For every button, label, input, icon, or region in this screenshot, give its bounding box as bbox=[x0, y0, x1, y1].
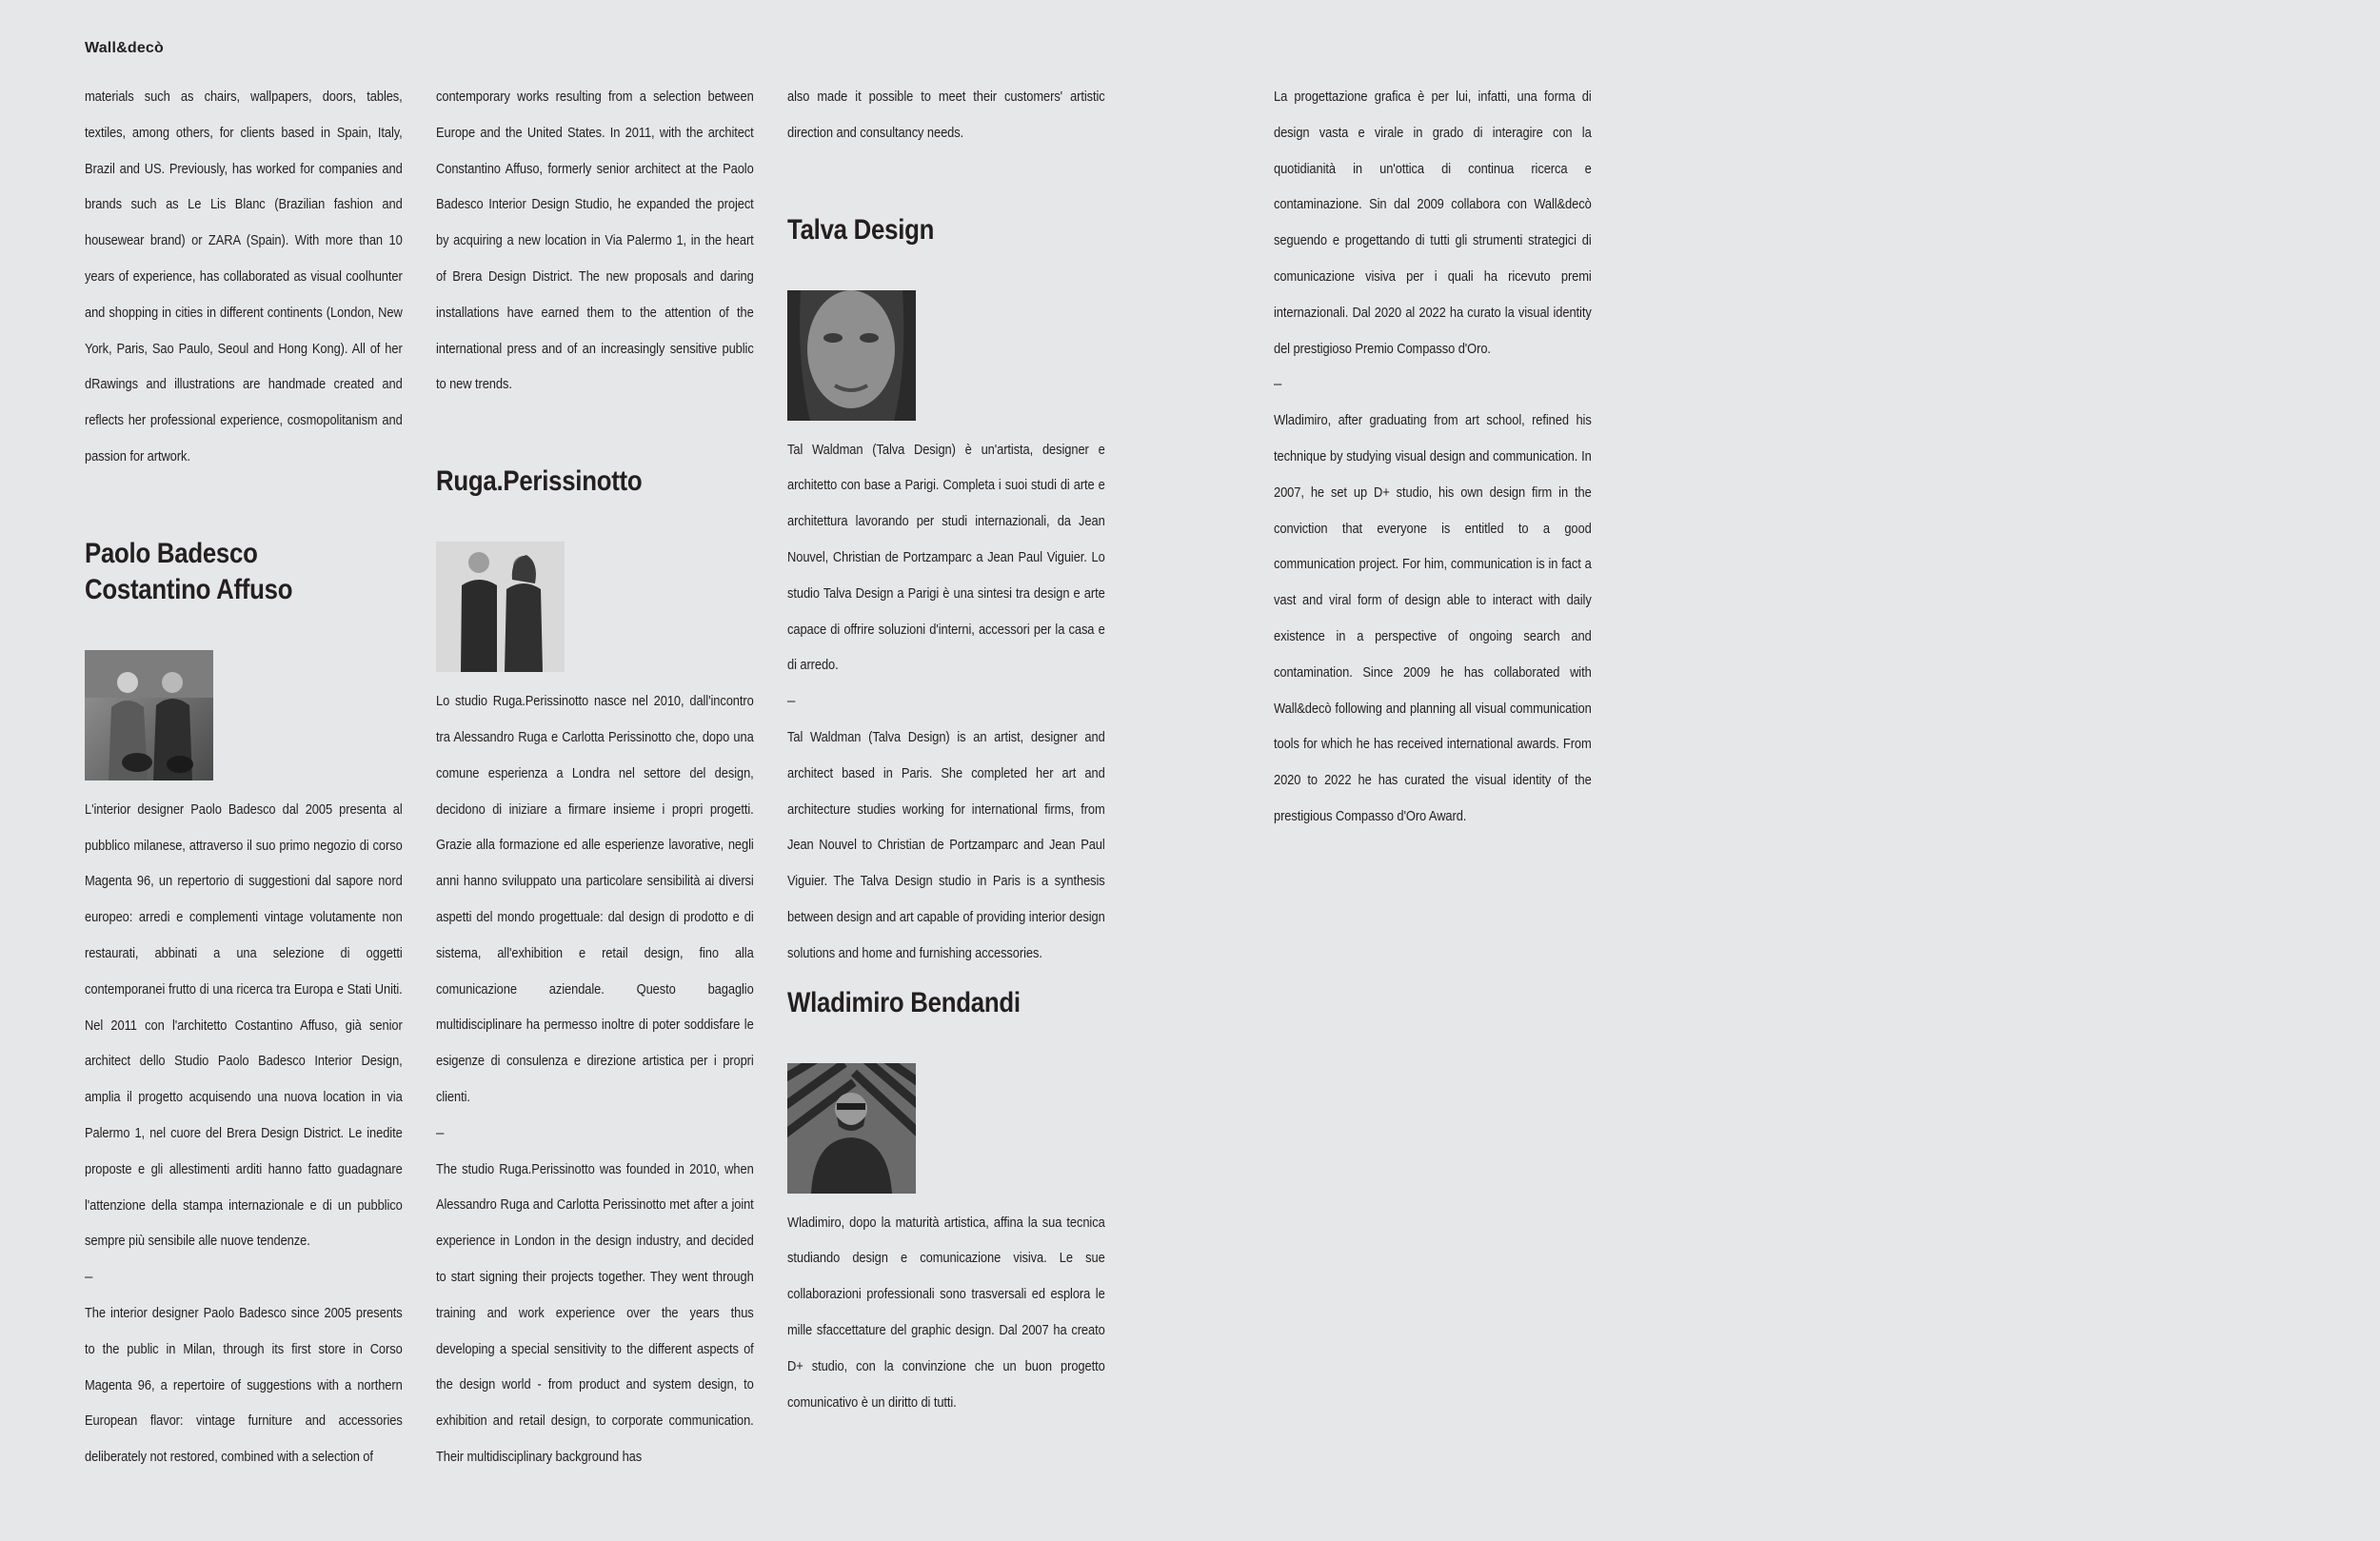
language-separator: – bbox=[787, 693, 796, 710]
section-heading-ruga-perissinotto: Ruga.Perissinotto bbox=[436, 465, 643, 498]
language-separator: – bbox=[436, 1124, 445, 1141]
heading-line: Costantino Affuso bbox=[85, 573, 293, 605]
bio-paragraph-en: Tal Waldman (Talva Design) is an artist, designer and architect based in Paris. She completed her art and architecture studies working for international firms, from Jean Nouvel to Christian de Portzamparc and Jean Paul Viguier. The Talva Design studio in Paris is a synthesis between design and art capable of providing interior design solutions and home and furnishing accessories. bbox=[787, 728, 1105, 961]
bio-paragraph-it: La progettazione grafica è per lui, infatti, una forma di design vasta e virale in grado di interagire con la quotidianità in un'ottica di continua ricerca e contaminazione. Sin dal 2009 collabora con Wall&decò seguendo e progettando di tutti gli strumenti strategici di comunicazione visiva per i quali ha ricevuto premi internazionali. Dal 2020 al 2022 ha curato la visual identity del prestigioso Premio Compasso d'Oro. bbox=[1274, 89, 1592, 357]
heading-line: Paolo Badesco bbox=[85, 537, 258, 569]
portrait-wladimiro-bendandi-photo bbox=[787, 1063, 916, 1194]
column-3 bbox=[787, 79, 1105, 1420]
bio-paragraph-it: L'interior designer Paolo Badesco dal 2005 presenta al pubblico milanese, attraverso il suo primo negozio di corso Magenta 96, un repertorio di suggestioni dal sapore nord europeo: arredi e complementi vintage volutamente non restaurati, abbinati a una selezione di oggetti contemporanei frutto di una ricerca tra Europa e Stati Uniti. Nel 2011 con l'architetto Costantino Affuso, già senior architect dello Studio Paolo Badesco Interior Design, amplia il progetto acquisendo una nuova location in via Palermo 1, nel cuore del Brera Design District. Le inedite proposte e gli allestimenti arditi hanno fatto guadagnare l'attenzione della stampa internazionale e di un pubblico sempre più sensibile alle nuove tendenze. bbox=[85, 800, 403, 1250]
column-1 bbox=[85, 79, 403, 1475]
intro-paragraph: materials such as chairs, wallpapers, doors, tables, textiles, among others, for clients based in Spain, Italy, Brazil and US. Previously, has worked for companies and brands such as Le Lis Blanc (Brazilian fashion and housewear brand) or ZARA (Spain). With more than 10 years of experience, has collaborated as visual coolhunter and shopping in cities in different continents (London, New York, Paris, Sao Paulo, Seoul and Hong Kong). All of her dRawings and illustrations are handmade created and reflects her professional experience, cosmopolitanism and passion for artwork. bbox=[85, 89, 403, 464]
portrait-talva-design-photo bbox=[787, 290, 916, 421]
bio-paragraph-en: The interior designer Paolo Badesco since 2005 presents to the public in Milan, through its first store in Corso Magenta 96, a repertoire of suggestions with a northern European flavor: vintage furniture and accessories deliberately not restored, combined with a selection of bbox=[85, 1304, 403, 1466]
column-4 bbox=[1274, 79, 1592, 835]
section-heading-talva-design: Talva Design bbox=[787, 213, 935, 246]
intro-paragraph: also made it possible to meet their customers' artistic direction and consultancy needs. bbox=[787, 89, 1105, 141]
section-heading-badesco-affuso bbox=[85, 536, 428, 608]
language-separator: – bbox=[1274, 376, 1282, 393]
bio-paragraph-it: Lo studio Ruga.Perissinotto nasce nel 2010, dall'incontro tra Alessandro Ruga e Carlotta Perissinotto che, dopo una comune esperienza a Londra nel settore del design, decidono di iniziare a firmare insieme i propri progetti. Grazie alla formazione ed alle esperienze lavorative, negli anni hanno sviluppato una particolare sensibilità ai diversi aspetti del mondo progettuale: dal design di prodotto e di sistema, all'exhibition e retail design, fino alla comunicazione aziendale. Questo bagaglio multidisciplinare ha permesso inoltre di poter soddisfare le esigenze di consulenza e direzione artistica per i propri clienti. bbox=[436, 693, 754, 1105]
bio-paragraph-it: Wladimiro, dopo la maturità artistica, affina la sua tecnica studiando design e comunicazione visiva. Le sue collaborazioni professionali sono trasversali ed esplora le mille sfaccettature del graphic design. Dal 2007 ha creato D+ studio, con la convinzione che un buon progetto comunicativo è un diritto di tutti. bbox=[787, 1214, 1105, 1411]
portrait-badesco-affuso-photo bbox=[85, 650, 213, 780]
bio-paragraph-it: Tal Waldman (Talva Design) è un'artista, designer e architetto con base a Parigi. Completa i suoi studi di arte e architettura lavorando per studi internazionali, da Jean Nouvel, Christian de Portzamparc a Jean Paul Viguier. Lo studio Talva Design a Parigi è una sintesi tra design e arte capace di offrire soluzioni d'interni, accessori per la casa e di arredo. bbox=[787, 441, 1105, 674]
section-heading-wladimiro-bendandi: Wladimiro Bendandi bbox=[787, 986, 1021, 1018]
portrait-ruga-perissinotto-photo bbox=[436, 542, 565, 672]
bio-paragraph-en: The studio Ruga.Perissinotto was founded in 2010, when Alessandro Ruga and Carlotta Perissinotto met after a joint experience in London in the design industry, and decided to start signing their projects together. They went through training and work experience over the years thus developing a special sensitivity to the different aspects of the design world - from product and system design, to exhibition and retail design, to corporate communication. Their multidisciplinary background has bbox=[436, 1160, 754, 1465]
intro-paragraph: contemporary works resulting from a selection between Europe and the United States. In 2011, with the architect Constantino Affuso, formerly senior architect at the Paolo Badesco Interior Design Studio, he expanded the project by acquiring a new location in Via Palermo 1, in the heart of Brera Design District. The new proposals and daring installations have earned them to the attention of the international press and of an increasingly sensitive public to new trends. bbox=[436, 89, 754, 393]
language-separator: – bbox=[85, 1269, 93, 1286]
brand-logo-text: Wall&decò bbox=[85, 40, 164, 56]
bio-paragraph-en: Wladimiro, after graduating from art school, refined his technique by studying visual design and communication. In 2007, he set up D+ studio, his own design firm in the conviction that everyone is entitled to a good communication project. For him, communication is in fact a vast and viral form of design able to interact with daily existence in a perspective of ongoing search and contamination. Since 2009 he has collaborated with Wall&decò following and planning all visual communication tools for which he has received international awards. From 2020 to 2022 he has curated the visual identity of the prestigious Compasso d'Oro Award. bbox=[1274, 412, 1592, 824]
column-2 bbox=[436, 79, 754, 1475]
